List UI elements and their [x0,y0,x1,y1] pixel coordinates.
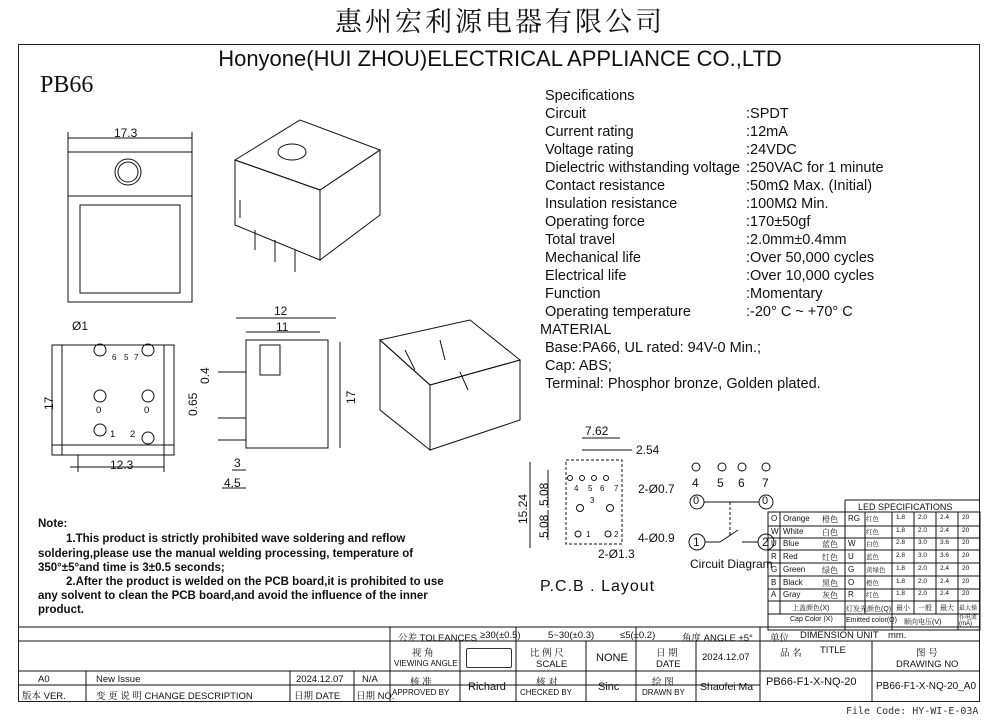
spec-label: Contact resistance [545,178,666,194]
led-cell-min: 1.8 [896,527,906,534]
tb-change-date: 2024.12.07 [296,674,344,685]
led-cell-cn: 红色 [822,553,838,562]
tb-unit: DIMENSION UNIT [800,630,879,641]
dim-front-phi: Ø1 [72,319,89,333]
spec-label: Operating temperature [545,304,691,320]
tb-drawn-val: Shaofei Ma [700,681,754,693]
note-line: 350°±5°and time is 3±0.5 seconds; [38,562,225,574]
front-pin-0b: 0 [144,405,150,416]
material-line: Cap: ABS; [545,358,612,374]
spec-label: Mechanical life [545,250,641,266]
company-name-en: Honyone(HUI ZHOU)ELECTRICAL APPLIANCE CO.,LTD [218,46,782,71]
dim-side-11: 11 [276,320,289,334]
led-cell-min: 1.8 [896,565,906,572]
spec-value: :2.0mm±0.4mm [746,232,847,248]
front-view-drawing [52,344,174,472]
led-cell-rg: G [848,565,855,574]
led-cell-code: A [771,590,777,599]
led-cell-code: O [771,514,778,523]
spec-label: Dielectric withstanding voltage [545,160,741,176]
led-cell-cn: 橙色 [822,515,838,524]
led-max-head: 最大 [940,605,954,612]
dim-side-3: 3 [234,456,241,470]
tb-name-cn: 品 名 [780,648,802,659]
led-cell-typ: 2.0 [918,590,928,597]
material-line: Base:PA66, UL rated: 94V-0 Min.; [545,340,762,356]
pcb-pin-6: 6 [600,484,605,493]
pcb-pin-5: 5 [588,484,593,493]
note-line: 1.This product is strictly prohibited wave soldering and reflow [66,533,406,545]
tb-ver-head: 版本 VER. [22,691,66,702]
led-cell-cn2: 红色 [866,529,879,536]
led-cell-ma: 20 [962,539,970,546]
led-cell-max: 3.6 [940,539,950,546]
led-cell-rg: O [848,578,855,587]
tb-drawing-val: PB66-F1-X-NQ-20_A0 [876,681,977,692]
dim-side-12: 12 [274,304,288,318]
dim-pcb-hole1: 2-Ø0.7 [638,482,675,496]
note-line: product. [38,604,84,616]
tb-name-en: TITLE [820,645,846,656]
led-emit-en: Emitted color(Q) [846,617,897,624]
tb-approve-cn: 核 准 [410,677,432,688]
tb-tol2: 5~30(±0.3) [548,630,595,641]
led-cell-code: G [771,565,778,574]
tb-approve-en: APPROVED BY [392,688,450,697]
tb-view-en: VIEWING ANGLE [394,659,458,668]
tb-approve-val: Richard [468,681,506,693]
tb-view-cn: 视 角 [412,648,434,659]
tb-date-en: DATE [656,659,681,670]
led-cell-typ: 2.0 [918,527,928,534]
pcb-layout-label: P.C.B . Layout [540,578,656,595]
led-cell-en: Blue [783,539,800,548]
spec-label: Insulation resistance [545,196,678,212]
led-cell-en: Gray [783,590,801,599]
led-cell-typ: 2.0 [918,514,928,521]
note-line: soldering,please use the manual welding processing, temperature of [38,548,414,560]
dim-pcb-508a: 5.08 [537,482,551,506]
material-heading: MATERIAL [540,322,612,338]
tb-tol1: ≥30(±0.5) [480,630,521,641]
led-cell-rg: RG [848,514,860,523]
led-min-head: 最小 [896,605,910,612]
led-cell-rg: R [848,590,854,599]
spec-label: Operating force [545,214,645,230]
spec-value: :50mΩ Max. (Initial) [746,178,873,194]
dim-pcb-762: 7.62 [585,424,609,438]
spec-value: :24VDC [746,142,797,158]
led-volt-head: 顺向电压(V) [904,619,942,626]
note-line: 2.After the product is welded on the PCB board,it is prohibited to use [66,576,444,588]
front-pin-1: 1 [110,429,116,440]
specs-heading: Specifications [545,88,635,104]
tb-check-cn: 核 对 [536,677,558,688]
dim-pcb-254: 2.54 [636,443,660,457]
tb-check-en: CHECKED BY [520,688,573,697]
circuit-pin-4: 4 [692,476,699,490]
led-typ-head: 一般 [918,605,932,612]
tb-date-val: 2024.12.07 [702,652,750,663]
led-cell-ma: 20 [962,527,970,534]
circuit-pin-5: 5 [717,476,724,490]
tb-title-val: PB66-F1-X-NQ-20 [766,676,857,688]
led-cell-min: 1.8 [896,514,906,521]
tb-unit-val: mm. [888,630,907,641]
iso-bottom-drawing [380,320,520,450]
spec-label: Current rating [545,124,634,140]
pcb-pin-4: 4 [574,484,579,493]
tb-na: N/A [362,674,378,685]
tb-drawn-cn: 绘 图 [652,677,674,688]
led-cell-ma: 20 [962,578,970,585]
led-cell-typ: 2.0 [918,565,928,572]
led-cell-min: 1.8 [896,590,906,597]
dim-pcb-hole2: 4-Ø0.9 [638,531,675,545]
circuit-pin-0b: 0 [762,495,769,507]
dim-pcb-hole3: 2-Ø1.3 [598,547,635,561]
led-cell-code: W [771,527,779,536]
led-cell-cn2: 红色 [866,592,879,599]
led-cell-max: 2.4 [940,590,950,597]
led-cell-cn2: 黄绿色 [866,567,886,574]
tb-scale-val: NONE [596,652,628,664]
dim-pcb-508b: 5.08 [537,514,551,538]
led-cell-ma: 20 [962,514,970,521]
iso-view-drawing [235,120,380,272]
circuit-pin-7: 7 [762,476,769,490]
led-cell-cn: 白色 [822,528,838,537]
model-number: PB66 [40,72,94,98]
led-cell-code: B [771,578,777,587]
tb-change: New Issue [96,674,141,685]
led-cell-typ: 2.0 [918,578,928,585]
spec-value: :Over 50,000 cycles [746,250,875,266]
front-pin-0a: 0 [96,405,102,416]
led-cell-en: Black [783,578,803,587]
spec-label: Voltage rating [545,142,634,158]
spec-value: :250VAC for 1 minute [746,160,884,176]
pcb-pin-1: 1 [586,530,591,539]
spec-value: :Momentary [746,286,823,302]
led-cell-cn: 黑色 [822,579,838,588]
pcb-pin-3: 3 [590,496,595,505]
led-cell-rg: W [848,539,856,548]
led-emit-cn: 灯发光颜色(Q) [846,606,892,613]
led-cell-typ: 3.0 [918,552,928,559]
tb-drawing-cn: 图 号 [916,648,938,659]
spec-label: Electrical life [545,268,627,284]
top-view-drawing [68,132,192,302]
led-cell-en: White [783,527,804,536]
circuit-pin-2: 2 [762,535,769,549]
circuit-pin-0a: 0 [693,495,700,507]
dim-pcb-1524: 15.24 [516,493,530,524]
viewing-angle-icon [466,648,512,668]
dim-side-04: 0.4 [198,367,212,384]
tb-drawn-en: DRAWN BY [642,688,685,697]
led-cell-typ: 3.0 [918,539,928,546]
spec-label: Function [545,286,601,302]
tb-angle: 角度 ANGLE ±5° [682,633,753,644]
led-cell-ma: 20 [962,565,970,572]
notes-heading: Note: [38,518,68,530]
tb-date-cn: 日 期 [656,648,678,659]
note-line: any solvent to clean the PCB board,and avoid the influence of the inner [38,590,428,602]
led-cell-cn: 灰色 [822,591,838,600]
tb-scale-cn: 比 例 尺 [530,648,564,659]
led-cell-ma: 20 [962,552,970,559]
led-cell-code: U [771,539,777,548]
spec-value: :100MΩ Min. [746,196,829,212]
spec-value: :170±50gf [746,214,811,230]
led-cell-rg: U [848,552,854,561]
tb-tol3: ≤5(±0.2) [620,630,656,641]
pcb-pin-2: 2 [614,530,619,539]
spec-value: :-20° C ~ +70° C [746,304,853,320]
tb-ver: A0 [38,674,50,685]
dim-front-bottom: 12.3 [110,458,134,472]
dim-side-height: 17 [344,390,358,404]
tb-unit-label: 单位 [770,633,790,644]
tb-tolerance: 公差 TOLEANCES [398,633,478,644]
tb-date-head: 日期 DATE [294,691,341,702]
tb-change-head: 变 更 说 明 CHANGE DESCRIPTION [96,691,253,702]
led-cell-en: Red [783,552,798,561]
dim-side-45: 4.5 [224,476,241,490]
pcb-pin-7: 7 [614,484,619,493]
led-cell-cn: 蓝色 [822,540,838,549]
led-cell-min: 1.8 [896,578,906,585]
led-cell-en: Green [783,565,806,574]
led-cell-cn: 绿色 [822,566,838,575]
led-cell-cn2: 橙色 [866,580,879,587]
front-pin-6: 6 [112,353,117,362]
material-line: Terminal: Phosphor bronze, Golden plated. [545,376,821,392]
dim-front-height: 17 [42,396,56,410]
led-cell-en: Orange [783,514,810,523]
front-pin-7: 7 [134,353,139,362]
front-pin-2: 2 [130,429,136,440]
spec-value: :Over 10,000 cycles [746,268,875,284]
tb-scale-en: SCALE [536,659,568,670]
led-cell-code: R [771,552,777,561]
dim-top-width: 17.3 [114,126,138,140]
spec-label: Circuit [545,106,587,122]
led-cell-max: 2.4 [940,565,950,572]
led-cell-max: 3.6 [940,552,950,559]
tb-check-val: Sinc [598,681,620,693]
led-cell-min: 2.8 [896,552,906,559]
circuit-pin-1: 1 [693,535,700,549]
company-name-cn: 惠州宏利源电器有限公司 [335,7,665,38]
led-cell-max: 2.4 [940,514,950,521]
file-code: File Code: HY-WI-E-03A [846,706,979,717]
front-pin-5: 5 [124,353,129,362]
led-table-title: LED SPECIFICATIONS [858,502,953,512]
spec-value: :SPDT [746,106,789,122]
led-cur-head: 最大操作电流(mA) [959,606,978,627]
led-cell-cn2: 白色 [866,541,879,548]
led-cell-cn2: 蓝色 [866,554,879,561]
led-cell-min: 2.8 [896,539,906,546]
circuit-diagram-label: Circuit Diagram [690,557,773,571]
led-cap-cn: 上盖颜色(X) [792,605,830,612]
led-cell-max: 2.4 [940,578,950,585]
circuit-pin-6: 6 [738,476,745,490]
tb-drawing-en: DRAWING NO [896,659,959,670]
led-cell-cn2: 红色 [866,516,879,523]
led-cap-en: Cap Color (X) [790,616,833,623]
led-cell-ma: 20 [962,590,970,597]
tb-no-head: 日期 NO. [356,691,395,702]
led-cell-max: 2.4 [940,527,950,534]
spec-value: :12mA [746,124,788,140]
spec-label: Total travel [545,232,616,248]
dim-side-065: 0.65 [186,392,200,416]
